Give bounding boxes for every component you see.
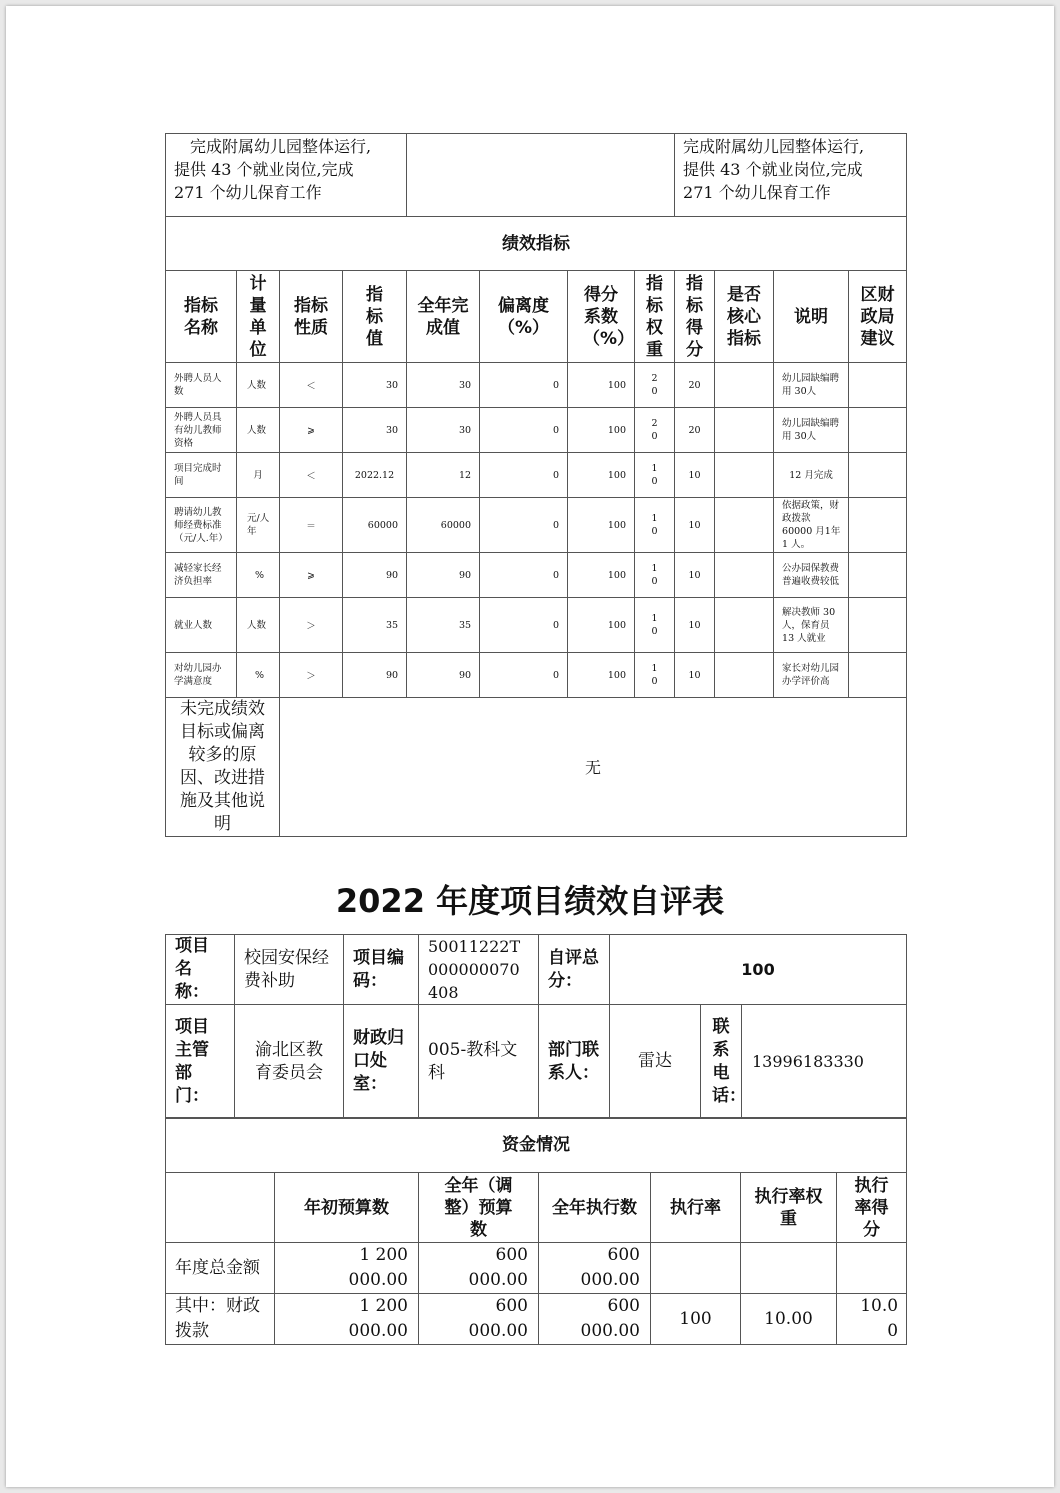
indicator-core [715,408,774,453]
performance-section-title: 绩效指标 [166,217,907,271]
indicator-note: 家长对幼儿园办学评价高 [774,653,849,698]
indicator-name: 就业人数 [166,598,237,653]
funds-header-initial: 年初预算数 [275,1173,419,1243]
indicator-score: 10 [675,498,715,553]
completion-right-line: 提供 43 个就业岗位,完成 [683,160,863,179]
funds-row-label: 其中：财政拨款 [166,1294,275,1345]
header-indicator-name: 指标名称 [166,271,237,363]
project-code-value: 50011222T000000070408 [419,935,539,1005]
table-row [166,408,907,453]
funds-adjusted: 600 000.00 [419,1294,539,1345]
indicator-weight: 20 [635,363,675,408]
indicator-name: 聘请幼儿教师经费标准（元/人.年） [166,498,237,553]
indicator-advice [849,453,907,498]
contact-label: 部门联系人： [539,1005,610,1119]
indicator-note: 12 月完成 [774,453,849,498]
indicator-actual: 30 [407,408,480,453]
indicator-unit: 元/人年 [237,498,280,553]
table-row [166,363,907,408]
self-score-value: 100 [610,935,907,1005]
indicator-coefficient: 100 [568,408,635,453]
indicator-core [715,598,774,653]
indicator-advice [849,553,907,598]
phone-value: 13996183330 [742,1005,907,1119]
indicator-target: 60000 [343,498,407,553]
indicator-deviation: 0 [480,653,568,698]
indicator-unit: 人数 [237,598,280,653]
indicator-core [715,498,774,553]
completion-left-line: 271 个幼儿保育工作 [174,183,322,202]
indicator-name: 减轻家长经济负担率 [166,553,237,598]
funds-initial: 1 200 000.00 [275,1294,419,1345]
header-unit: 计量单位 [237,271,280,363]
indicator-advice [849,363,907,408]
indicator-unit: 人数 [237,363,280,408]
indicator-target: 90 [343,653,407,698]
completion-left-line: 完成附属幼儿园整体运行, [174,137,372,156]
indicator-target: 90 [343,553,407,598]
funds-score [837,1243,907,1294]
header-coefficient: 得分系数（%） [568,271,635,363]
indicator-nature: ＜ [280,363,343,408]
performance-header-row [166,271,907,363]
indicator-nature: ⩾ [280,408,343,453]
indicator-weight: 10 [635,498,675,553]
completion-row [166,134,907,217]
table-row [166,653,907,698]
finance-office-label: 财政归口处室： [344,1005,419,1119]
page-title: 2022 年度项目绩效自评表 [335,882,725,920]
funds-weight [741,1243,837,1294]
indicator-score: 10 [675,598,715,653]
table-row [166,598,907,653]
header-note: 说明 [774,271,849,363]
indicator-note: 公办园保教费普遍收费较低 [774,553,849,598]
indicator-deviation: 0 [480,363,568,408]
finance-office-value: 005-教科文科 [419,1005,539,1119]
indicator-actual: 12 [407,453,480,498]
remarks-row [166,698,907,837]
indicator-score: 20 [675,408,715,453]
indicator-score: 10 [675,453,715,498]
funds-section-title: 资金情况 [166,1118,907,1173]
indicator-core [715,363,774,408]
indicator-actual: 90 [407,653,480,698]
indicator-name: 外聘人员人数 [166,363,237,408]
header-deviation: 偏离度（%） [480,271,568,363]
completion-right-line: 完成附属幼儿园整体运行, [683,137,865,156]
indicator-advice [849,653,907,698]
performance-table [165,133,907,837]
indicator-weight: 10 [635,598,675,653]
self-score-label: 自评总分： [539,935,610,1005]
indicator-target: 30 [343,363,407,408]
funds-header-row [166,1173,907,1243]
indicator-advice [849,598,907,653]
funds-table [165,1117,907,1345]
funds-header-blank [166,1173,275,1243]
indicator-name: 对幼儿园办学满意度 [166,653,237,698]
header-advice: 区财政局建议 [849,271,907,363]
indicator-advice [849,408,907,453]
indicator-coefficient: 100 [568,653,635,698]
header-score: 指标得分 [675,271,715,363]
indicator-coefficient: 100 [568,453,635,498]
header-actual: 全年完成值 [407,271,480,363]
completion-middle-cell [407,134,675,217]
indicator-deviation: 0 [480,598,568,653]
indicator-actual: 30 [407,363,480,408]
project-name-label: 项目名称： [166,935,235,1005]
project-name-value: 校园安保经费补助 [235,935,344,1005]
indicator-actual: 35 [407,598,480,653]
indicator-unit: 月 [237,453,280,498]
funds-rate: 100 [651,1294,741,1345]
completion-left-cell [166,134,407,217]
header-target: 指标值 [343,271,407,363]
project-code-label: 项目编码： [344,935,419,1005]
indicator-note: 幼儿园缺编聘用 30人 [774,363,849,408]
indicator-target: 35 [343,598,407,653]
funds-row-label: 年度总金额 [166,1243,275,1294]
indicator-weight: 20 [635,408,675,453]
table-row [166,553,907,598]
completion-right-line: 271 个幼儿保育工作 [683,183,831,202]
remarks-label: 未完成绩效目标或偏离较多的原因、改进措施及其他说明 [166,698,280,837]
header-core: 是否核心指标 [715,271,774,363]
dept-label: 项目主管部门： [166,1005,235,1119]
indicator-note: 依据政策，财政拨款 60000 月1年 1 人。 [774,498,849,553]
funds-header-score: 执行率得分 [837,1173,907,1243]
indicator-deviation: 0 [480,553,568,598]
indicator-score: 10 [675,553,715,598]
indicator-deviation: 0 [480,498,568,553]
funds-rate [651,1243,741,1294]
indicator-note: 幼儿园缺编聘用 30人 [774,408,849,453]
dept-value: 渝北区教育委员会 [235,1005,344,1119]
indicator-unit: % [237,553,280,598]
indicator-coefficient: 100 [568,363,635,408]
funds-executed: 600 000.00 [539,1294,651,1345]
funds-header-adjusted: 全年（调整）预算数 [419,1173,539,1243]
header-weight: 指标权重 [635,271,675,363]
indicator-core [715,553,774,598]
header-nature: 指标性质 [280,271,343,363]
indicator-deviation: 0 [480,453,568,498]
funds-header-weight: 执行率权重 [741,1173,837,1243]
table-row [166,453,907,498]
indicator-name: 外聘人员具有幼儿教师资格 [166,408,237,453]
indicator-deviation: 0 [480,408,568,453]
funds-header-executed: 全年执行数 [539,1173,651,1243]
indicator-target: 2022.12 [343,453,407,498]
indicator-advice [849,498,907,553]
table-row [166,498,907,553]
funds-header-rate: 执行率 [651,1173,741,1243]
indicator-score: 20 [675,363,715,408]
indicator-coefficient: 100 [568,498,635,553]
project-info-table [165,934,907,1119]
indicator-unit: 人数 [237,408,280,453]
remarks-value: 无 [280,698,907,837]
funds-adjusted: 600 000.00 [419,1243,539,1294]
indicator-weight: 10 [635,553,675,598]
indicator-nature: ＜ [280,453,343,498]
indicator-name: 项目完成时间 [166,453,237,498]
indicator-nature: ＞ [280,653,343,698]
indicator-coefficient: 100 [568,553,635,598]
indicator-nature: ⩾ [280,553,343,598]
contact-value: 雷达 [610,1005,701,1119]
indicator-core [715,453,774,498]
indicator-actual: 60000 [407,498,480,553]
indicator-coefficient: 100 [568,598,635,653]
table-row [166,1294,907,1345]
indicator-weight: 10 [635,453,675,498]
funds-executed: 600 000.00 [539,1243,651,1294]
phone-label: 联系电话： [701,1005,742,1119]
indicator-unit: % [237,653,280,698]
completion-left-line: 提供 43 个就业岗位,完成 [174,160,354,179]
indicator-nature: ＞ [280,598,343,653]
indicator-target: 30 [343,408,407,453]
indicator-nature: ＝ [280,498,343,553]
table-row [166,1243,907,1294]
indicator-note: 解决教师 30 人，保育员 13 人就业 [774,598,849,653]
completion-right-cell [675,134,907,217]
funds-score: 10.00 [837,1294,907,1345]
indicator-score: 10 [675,653,715,698]
funds-initial: 1 200 000.00 [275,1243,419,1294]
indicator-weight: 10 [635,653,675,698]
indicator-actual: 90 [407,553,480,598]
indicator-core [715,653,774,698]
funds-weight: 10.00 [741,1294,837,1345]
